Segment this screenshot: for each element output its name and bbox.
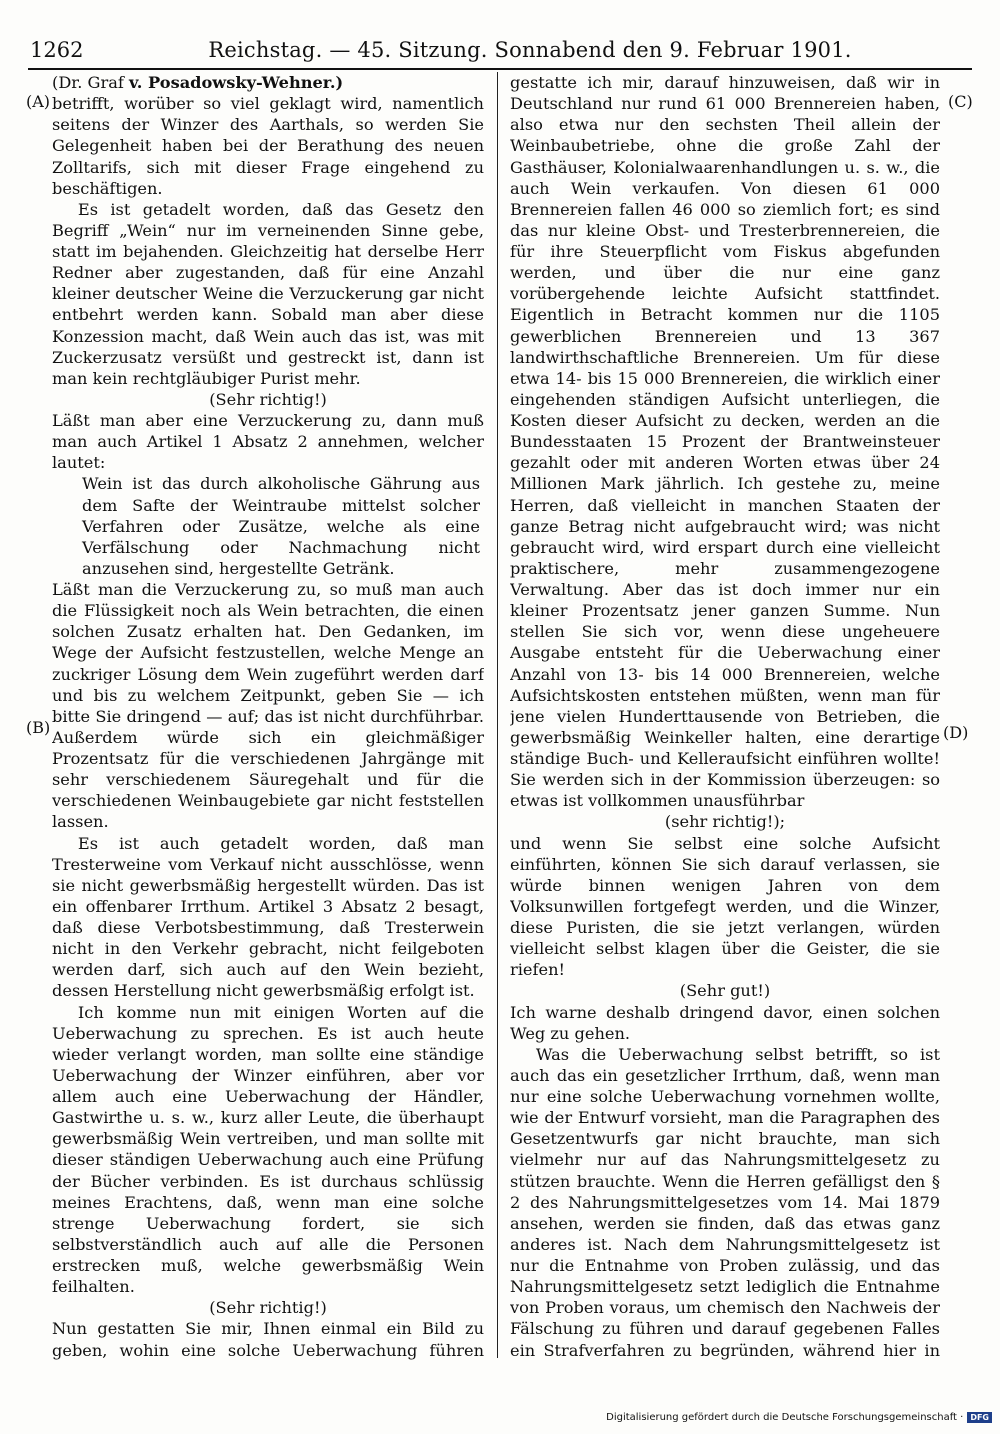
paragraph: Es ist getadelt worden, daß das Gesetz den Begriff „Wein“ nur im verneinenden Sinne gebe, statt im bejahenden. Gleichzeitig hat derselbe Herr Redner aber zugestanden, daß für eine Anzahl kleiner deutscher Weine die Verzuckerung gar nicht entbehrt werden kann. Sobald man aber diese Konzession macht, daß Wein auch das ist, was mit Zuckerzusatz versüßt und gestreckt ist, dann ist man kein rechtgläubiger Purist mehr. (52, 199, 484, 388)
paragraph: und wenn Sie selbst eine solche Aufsicht einführten, können Sie sich darauf verlassen, sie würde binnen wenigen Jahren von dem Volksunwillen fortgefegt werden, und die Winzer, diese Puristen, die sie jetzt verlangen, würden vielleicht selbst klagen über die Geister, die sie riefen! (510, 833, 940, 980)
paragraph: Läßt man die Verzuckerung zu, so muß man auch die Flüssigkeit noch als Wein betrachten, die einen solchen Zusatz erhalten hat. Den Gedanken, im Wege der Aufsicht festzustellen, welche Menge an zuckriger Lösung dem Wein zugeführt werden darf und bis zu welchem Zeitpunkt, geben Sie — ich bitte Sie dringend — auf; das ist nicht durchführbar. Außerdem würde sich ein gleichmäßiger Prozentsatz für die verschiedenen Jahrgänge mit sehr verschiedenem Säuregehalt und für die verschiedenen Weinbaugebiete gar nicht feststellen lassen. (52, 580, 484, 832)
paragraph: Ich warne deshalb dringend davor, einen solchen Weg zu gehen. (510, 1002, 940, 1043)
margin-marker-c: (C) (948, 92, 973, 111)
right-column (510, 72, 940, 1360)
speaker-prefix: (Dr. Graf (52, 73, 129, 92)
interjection: (Sehr richtig!) (209, 1298, 327, 1318)
paragraph: Nun gestatten Sie mir, Ihnen einmal ein Bild zu geben, wohin eine solche Ueberwachung führen (52, 1319, 484, 1360)
speaker-name: v. Posadowsky-Wehner.) (129, 73, 344, 92)
interjection: (Sehr richtig!) (209, 389, 327, 409)
page-number: 1262 (30, 38, 84, 62)
paragraph: Es ist auch getadelt worden, daß man Tresterweine vom Verkauf nicht ausschlösse, wenn sie nicht gewerbsmäßig hergestellt würden. Das ist ein offenbarer Irrthum. Artikel 3 Absatz 2 besagt, daß diese Verbotsbestimmung, daß Tresterwein nicht in den Verkehr gebracht, nicht feilgeboten werden darf, sich auch auf den Wein bezieht, dessen Herstellung nicht gewerbsmäßig erfolgt ist. (52, 833, 484, 1001)
page-header (28, 32, 972, 70)
paragraph: Läßt man aber eine Verzuckerung zu, dann muß man auch Artikel 1 Absatz 2 annehmen, welcher lautet: (52, 411, 484, 473)
margin-marker-d: (D) (943, 723, 969, 742)
interjection: (sehr richtig!); (664, 812, 786, 832)
paragraph: Was die Ueberwachung selbst betrifft, so ist auch das ein gesetzlicher Irrthum, daß, wenn man nur eine solche Ueberwachung vornehmen wollte, wie der Entwurf vorsieht, man die Paragraphen des Gesetzentwurfs gar nicht brauchte, man sich vielmehr nur auf das Nahrungsmittelgesetz zu stützen brauchte. Wenn die Herren gefälligst den § 2 des Nahrungsmittelgesetzes vom 14. Mai 1879 ansehen, werden sie finden, daß das etwas ganz anderes ist. Nach dem Nahrungsmittelgesetz ist nur die Entnahme von Proben zulässig, und das Nahrungsmittelgesetz setzt lediglich die Entnahme von Proben voraus, um chemisch den Nachweis der Fälschung zu führen und darauf gegebenen Falles ein Strafverfahren zu begründen, während hier in (510, 1044, 940, 1360)
interjection: (Sehr gut!) (679, 981, 771, 1001)
dfg-logo-icon: DFG (967, 1412, 992, 1423)
quoted-article: Wein ist das durch alkoholische Gährung aus dem Safte der Weintraube mittelst solcher Verfahren oder Zusätze, welche als eine Verfälschung oder Nachmachung nicht anzusehen sind, hergestellte Getränk. (82, 474, 480, 578)
paragraph: gestatte ich mir, darauf hinzuweisen, daß wir in Deutschland nur rund 61 000 Brennereien haben, also etwa nur den sechsten Theil allein der Weinbaubetriebe, ohne die große Zahl der Gasthäuser, Kolonialwaarenhandlungen u. s. w., die auch Wein verkaufen. Von diesen 61 000 Brennereien fallen 46 000 so ziemlich fort; es sind das nur kleine Obst- und Tresterbrennereien, die für ihre Steuerpflicht vom Fiskus abgefunden werden, und über die nur eine ganz vorübergehende leichte Aufsicht stattfindet. Eigentlich in Betracht kommen nur die 1105 gewerblichen Brennereien und 13 367 landwirthschaftliche Brennereien. Um für diese etwa 14- bis 15 000 Brennereien, die wirklich einer eingehenden ständigen Aufsicht unterliegen, die Kosten dieser Aufsicht zu decken, werden an die Bundesstaaten 15 Prozent der Brantweinsteuer gezahlt oder mit anderen Worten etwas über 24 Millionen Mark jährlich. Ich gestehe zu, meine Herren, daß vielleicht in manchen Staaten der ganze Betrag nicht aufgebraucht wird; was nicht gebraucht wird, wird erspart durch eine vielleicht praktischere, mehr zusammengezogene Verwaltung. Aber das ist doch immer nur ein kleiner Prozentsatz jener ganzen Summe. Nun stellen Sie sich vor, wenn diese ungeheuere Ausgabe entsteht für die Ueberwachung einer Anzahl von 13- bis 14 000 Brennereien, welche Aufsichtskosten entstehen müßten, wenn man für jene vielen Hunderttausende von Betrieben, die gewerbsmäßig Weinkeller halten, eine derartige ständige Buch- und Kelleraufsicht einführen wollte! Sie werden sich in der Kommission überzeugen: so etwas ist vollkommen unausführbar (510, 73, 940, 811)
left-column (52, 72, 484, 1360)
speaker-line (52, 72, 484, 93)
paragraph: Ich komme nun mit einigen Worten auf die Ueberwachung zu sprechen. Es ist auch heute wieder verlangt worden, man sollte eine ständige Ueberwachung der Winzer einführen, aber vor allem auch eine Ueberwachung der Händler, Gastwirthe u. s. w., kurz aller Leute, die überhaupt gewerbsmäßig Wein vertreiben, und man sollte mit dieser ständigen Ueberwachung auch eine Prüfung der Bücher verbinden. Es ist durchaus schlüssig meines Erachtens, daß, wenn man eine solche strenge Ueberwachung fordert, sie sich selbstverständlich auch auf alle die Personen erstrecken muß, welche gewerbsmäßig Wein feilhalten. (52, 1002, 484, 1297)
margin-marker-a: (A) (26, 92, 51, 111)
margin-marker-b: (B) (26, 718, 51, 737)
running-title: Reichstag. — 45. Sitzung. Sonnabend den 9. Februar 1901. (208, 38, 852, 62)
paragraph: betrifft, worüber so viel geklagt wird, namentlich seitens der Winzer des Aarthals, so werden Sie Gelegenheit haben bei der Berathung des neuen Zolltarifs, sich mit dieser Frage eingehend zu beschäftigen. (52, 94, 484, 198)
column-divider (497, 72, 498, 1358)
footer-text: Digitalisierung gefördert durch die Deutsche Forschungsgemeinschaft · (606, 1412, 964, 1423)
digitization-footer (606, 1412, 992, 1423)
